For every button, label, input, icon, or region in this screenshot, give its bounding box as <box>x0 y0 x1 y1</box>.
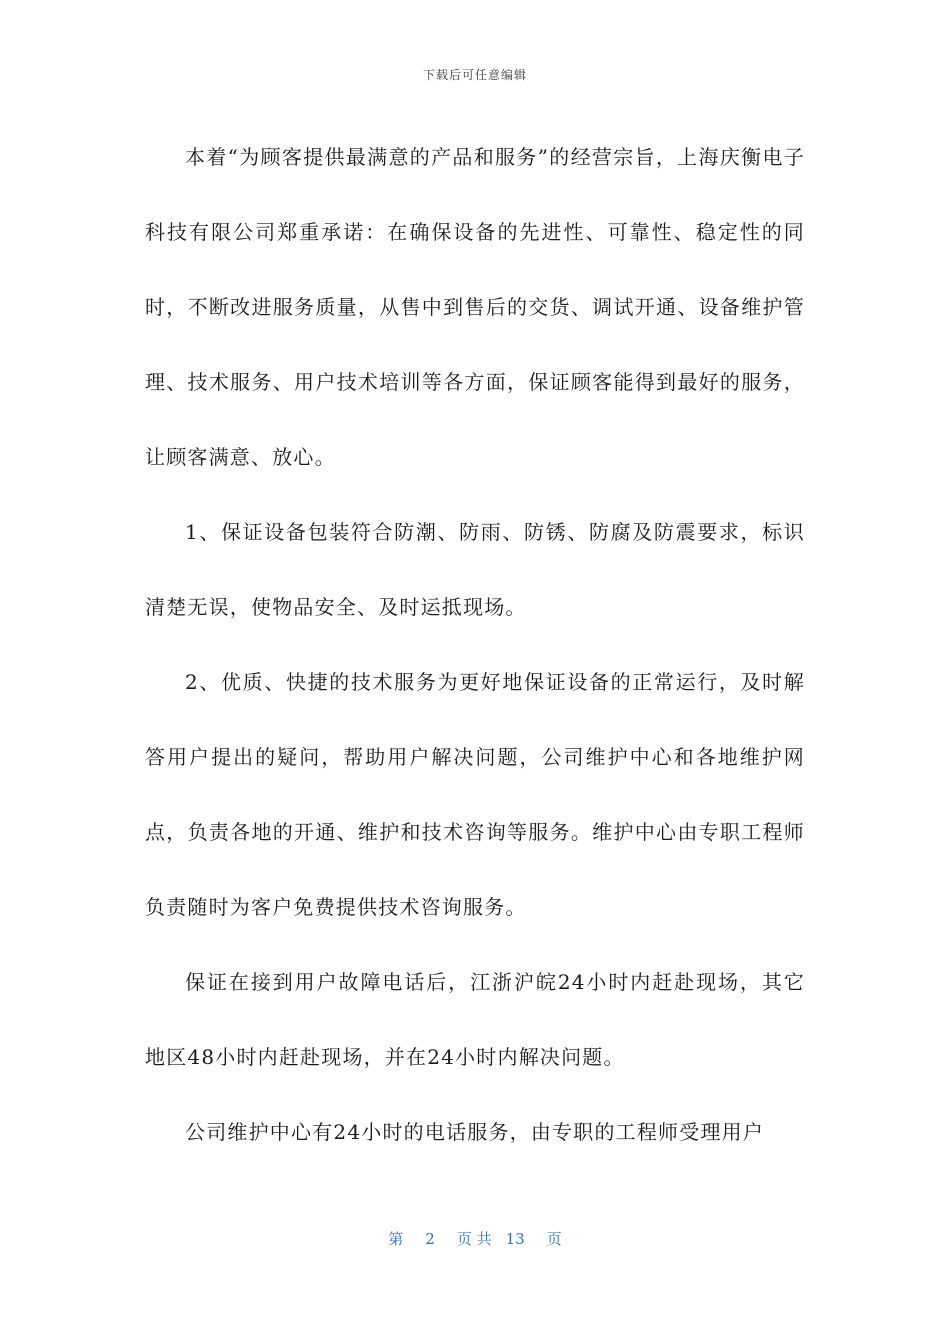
header-note: 下载后可任意编辑 <box>422 68 527 82</box>
footer-current-page: 2 <box>425 1230 435 1248</box>
document-body <box>145 120 805 1170</box>
footer-middle: 页 共 <box>456 1230 492 1248</box>
paragraph-commitment-intro: 本着“为顾客提供最满意的产品和服务”的经营宗旨，上海庆衡电子科技有限公司郑重承诺：在确保设备的先进性、可靠性、稳定性的同时，不断改进服务质量，从售中到售后的交货、调试开通、设备维护管理、技术服务、用户技术培训等各方面，保证顾客能得到最好的服务，让顾客满意、放心。 <box>145 145 805 469</box>
paragraph-hotline: 公司维护中心有24小时的电话服务，由专职的工程师受理用户 <box>185 1120 765 1144</box>
paragraph-item-2: 2、优质、快捷的技术服务为更好地保证设备的正常运行，及时解答用户提出的疑问，帮助用户解决问题，公司维护中心和各地维护网点，负责各地的开通、维护和技术咨询等服务。维护中心由专职工程师负责随时为客户免费提供技术咨询服务。 <box>145 670 805 919</box>
footer-prefix: 第 <box>388 1230 404 1248</box>
footer-suffix: 页 <box>546 1230 562 1248</box>
paragraph-item-1: 1、保证设备包装符合防潮、防雨、防锈、防腐及防震要求，标识清楚无误，使物品安全、及时运抵现场。 <box>145 520 805 619</box>
paragraph-response-time: 保证在接到用户故障电话后，江浙沪皖24小时内赶赴现场，其它地区48小时内赶赴现场，并在24小时内解决问题。 <box>145 970 805 1069</box>
page-footer <box>0 1228 950 1249</box>
footer-total-pages: 13 <box>505 1230 525 1248</box>
